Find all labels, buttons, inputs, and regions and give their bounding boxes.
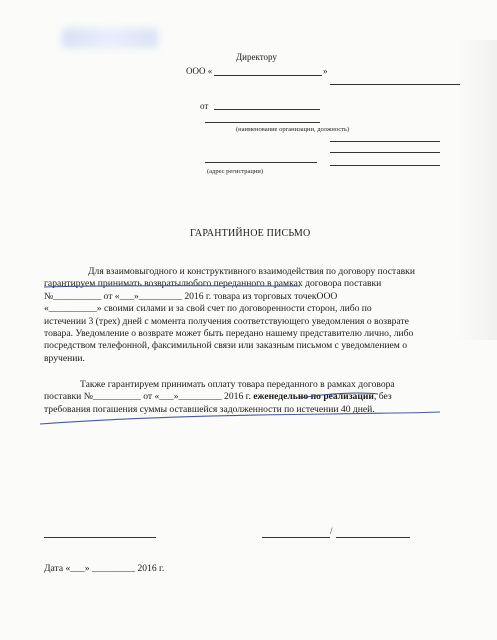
para2-line: Также гарантируем принимать оплату товара переданного в рамках договора [80, 379, 395, 390]
signature-line-name [262, 537, 330, 538]
para2-line2-pre: поставки №__________ от «___»_________ 2016 г. [44, 391, 254, 403]
signature-line-left [44, 537, 156, 538]
para1-line: посредством телефонной, факсимильной связи или заказным письмом с уведомлением о [44, 340, 408, 352]
para1-line: «__________» своими силами и за свой счет по договоренности сторон, либо по [44, 303, 372, 315]
document-title: ГАРАНТИЙНОЕ ПИСЬМО [190, 228, 311, 239]
ink-underline-1 [44, 286, 300, 287]
signature-slash: / [330, 526, 333, 536]
para1-line: №__________ от «___»_________ 2016 г. товара из торговых точекООО [44, 290, 338, 302]
para1-line: товара. Уведомление о возврате может быть передано нашему представителю лично, либо [44, 328, 414, 340]
to-director-label: Директору [236, 52, 277, 62]
signature-line-initials [336, 537, 410, 538]
org-caption: (наименование организации, должность) [236, 126, 350, 133]
para1-line: вручении. [44, 352, 85, 364]
ink-underline-2 [300, 393, 378, 398]
para1-line: гарантируем принимать возвратылюбого переданного в рамках договора поставки [44, 278, 382, 290]
from-label: от [200, 101, 209, 111]
org-label: ООО « [186, 66, 213, 76]
para1-line: Для взаимовыгодного и конструктивного взаимодействия по договору поставки [88, 266, 415, 277]
org-close-quote: » [323, 66, 328, 76]
address-caption: (адрес регистрации) [207, 168, 263, 175]
ink-underline-3 [40, 412, 440, 424]
date-field: Дата «___» _________ 2016 г. [44, 563, 165, 574]
para2-line2-post: , без [373, 391, 392, 403]
para2-emphasis: еженедельно по реализации [253, 391, 374, 403]
para2-line: требования погашения суммы оставшейся задолженности по истечении 40 дней. [44, 403, 375, 415]
para1-line: истечении 3 (трех) дней с момента получения соответствующего уведомления о возврате [44, 315, 409, 327]
